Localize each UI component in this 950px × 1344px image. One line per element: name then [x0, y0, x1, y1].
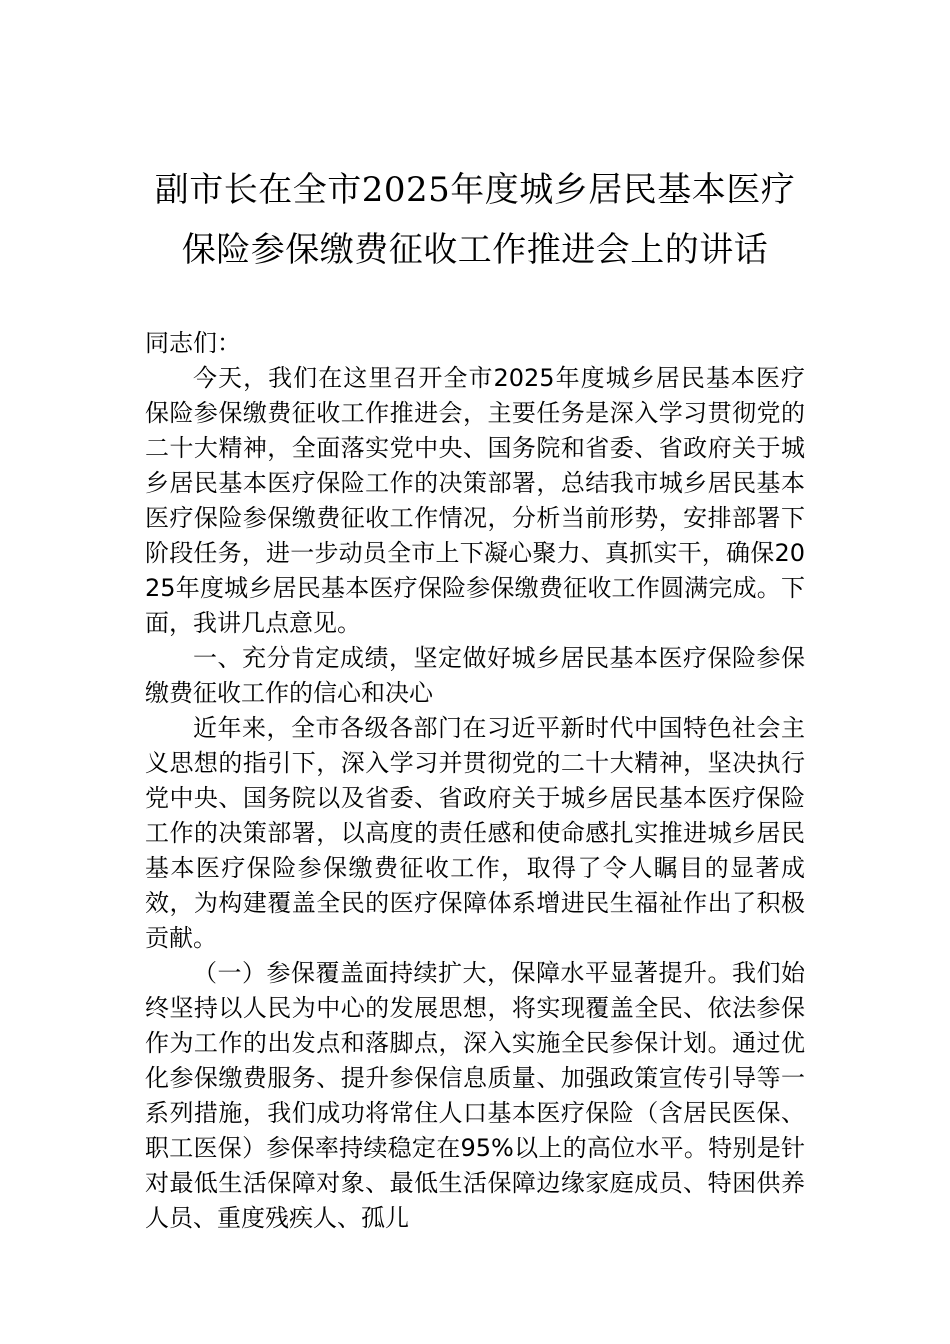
- document-body: [145, 326, 805, 1236]
- paragraph-intro: 今天，我们在这里召开全市2025年度城乡居民基本医疗保险参保缴费征收工作推进会，主要任务是深入学习贯彻党的二十大精神，全面落实党中央、国务院和省委、省政府关于城乡居民基本医疗保险工作的决策部署，总结我市城乡居民基本医疗保险参保缴费征收工作情况，分析当前形势，安排部署下阶段任务，进一步动员全市上下凝心聚力、真抓实干，确保2025年度城乡居民基本医疗保险参保缴费征收工作圆满完成。下面，我讲几点意见。: [145, 364, 805, 637]
- title-line-1: 副市长在全市2025年度城乡居民基本医疗: [154, 170, 796, 210]
- document-title: [100, 160, 850, 280]
- title-line-2: 保险参保缴费征收工作推进会上的讲话: [181, 230, 769, 270]
- paragraph-coverage: （一）参保覆盖面持续扩大，保障水平显著提升。我们始终坚持以人民为中心的发展思想，将实现覆盖全民、依法参保作为工作的出发点和落脚点，深入实施全民参保计划。通过优化参保缴费服务、提升参保信息质量、加强政策宣传引导等一系列措施，我们成功将常住人口基本医疗保险（含居民医保、职工医保）参保率持续稳定在95%以上的高位水平。特别是针对最低生活保障对象、最低生活保障边缘家庭成员、特困供养人员、重度残疾人、孤儿: [145, 959, 805, 1232]
- paragraph-achievements: 近年来，全市各级各部门在习近平新时代中国特色社会主义思想的指引下，深入学习并贯彻党的二十大精神，坚决执行党中央、国务院以及省委、省政府关于城乡居民基本医疗保险工作的决策部署，以高度的责任感和使命感扎实推进城乡居民基本医疗保险参保缴费征收工作，取得了令人瞩目的显著成效，为构建覆盖全民的医疗保障体系增进民生福祉作出了积极贡献。: [145, 714, 805, 952]
- salutation: 同志们：: [145, 329, 241, 357]
- section-heading-1: 一、充分肯定成绩，坚定做好城乡居民基本医疗保险参保缴费征收工作的信心和决心: [145, 644, 805, 707]
